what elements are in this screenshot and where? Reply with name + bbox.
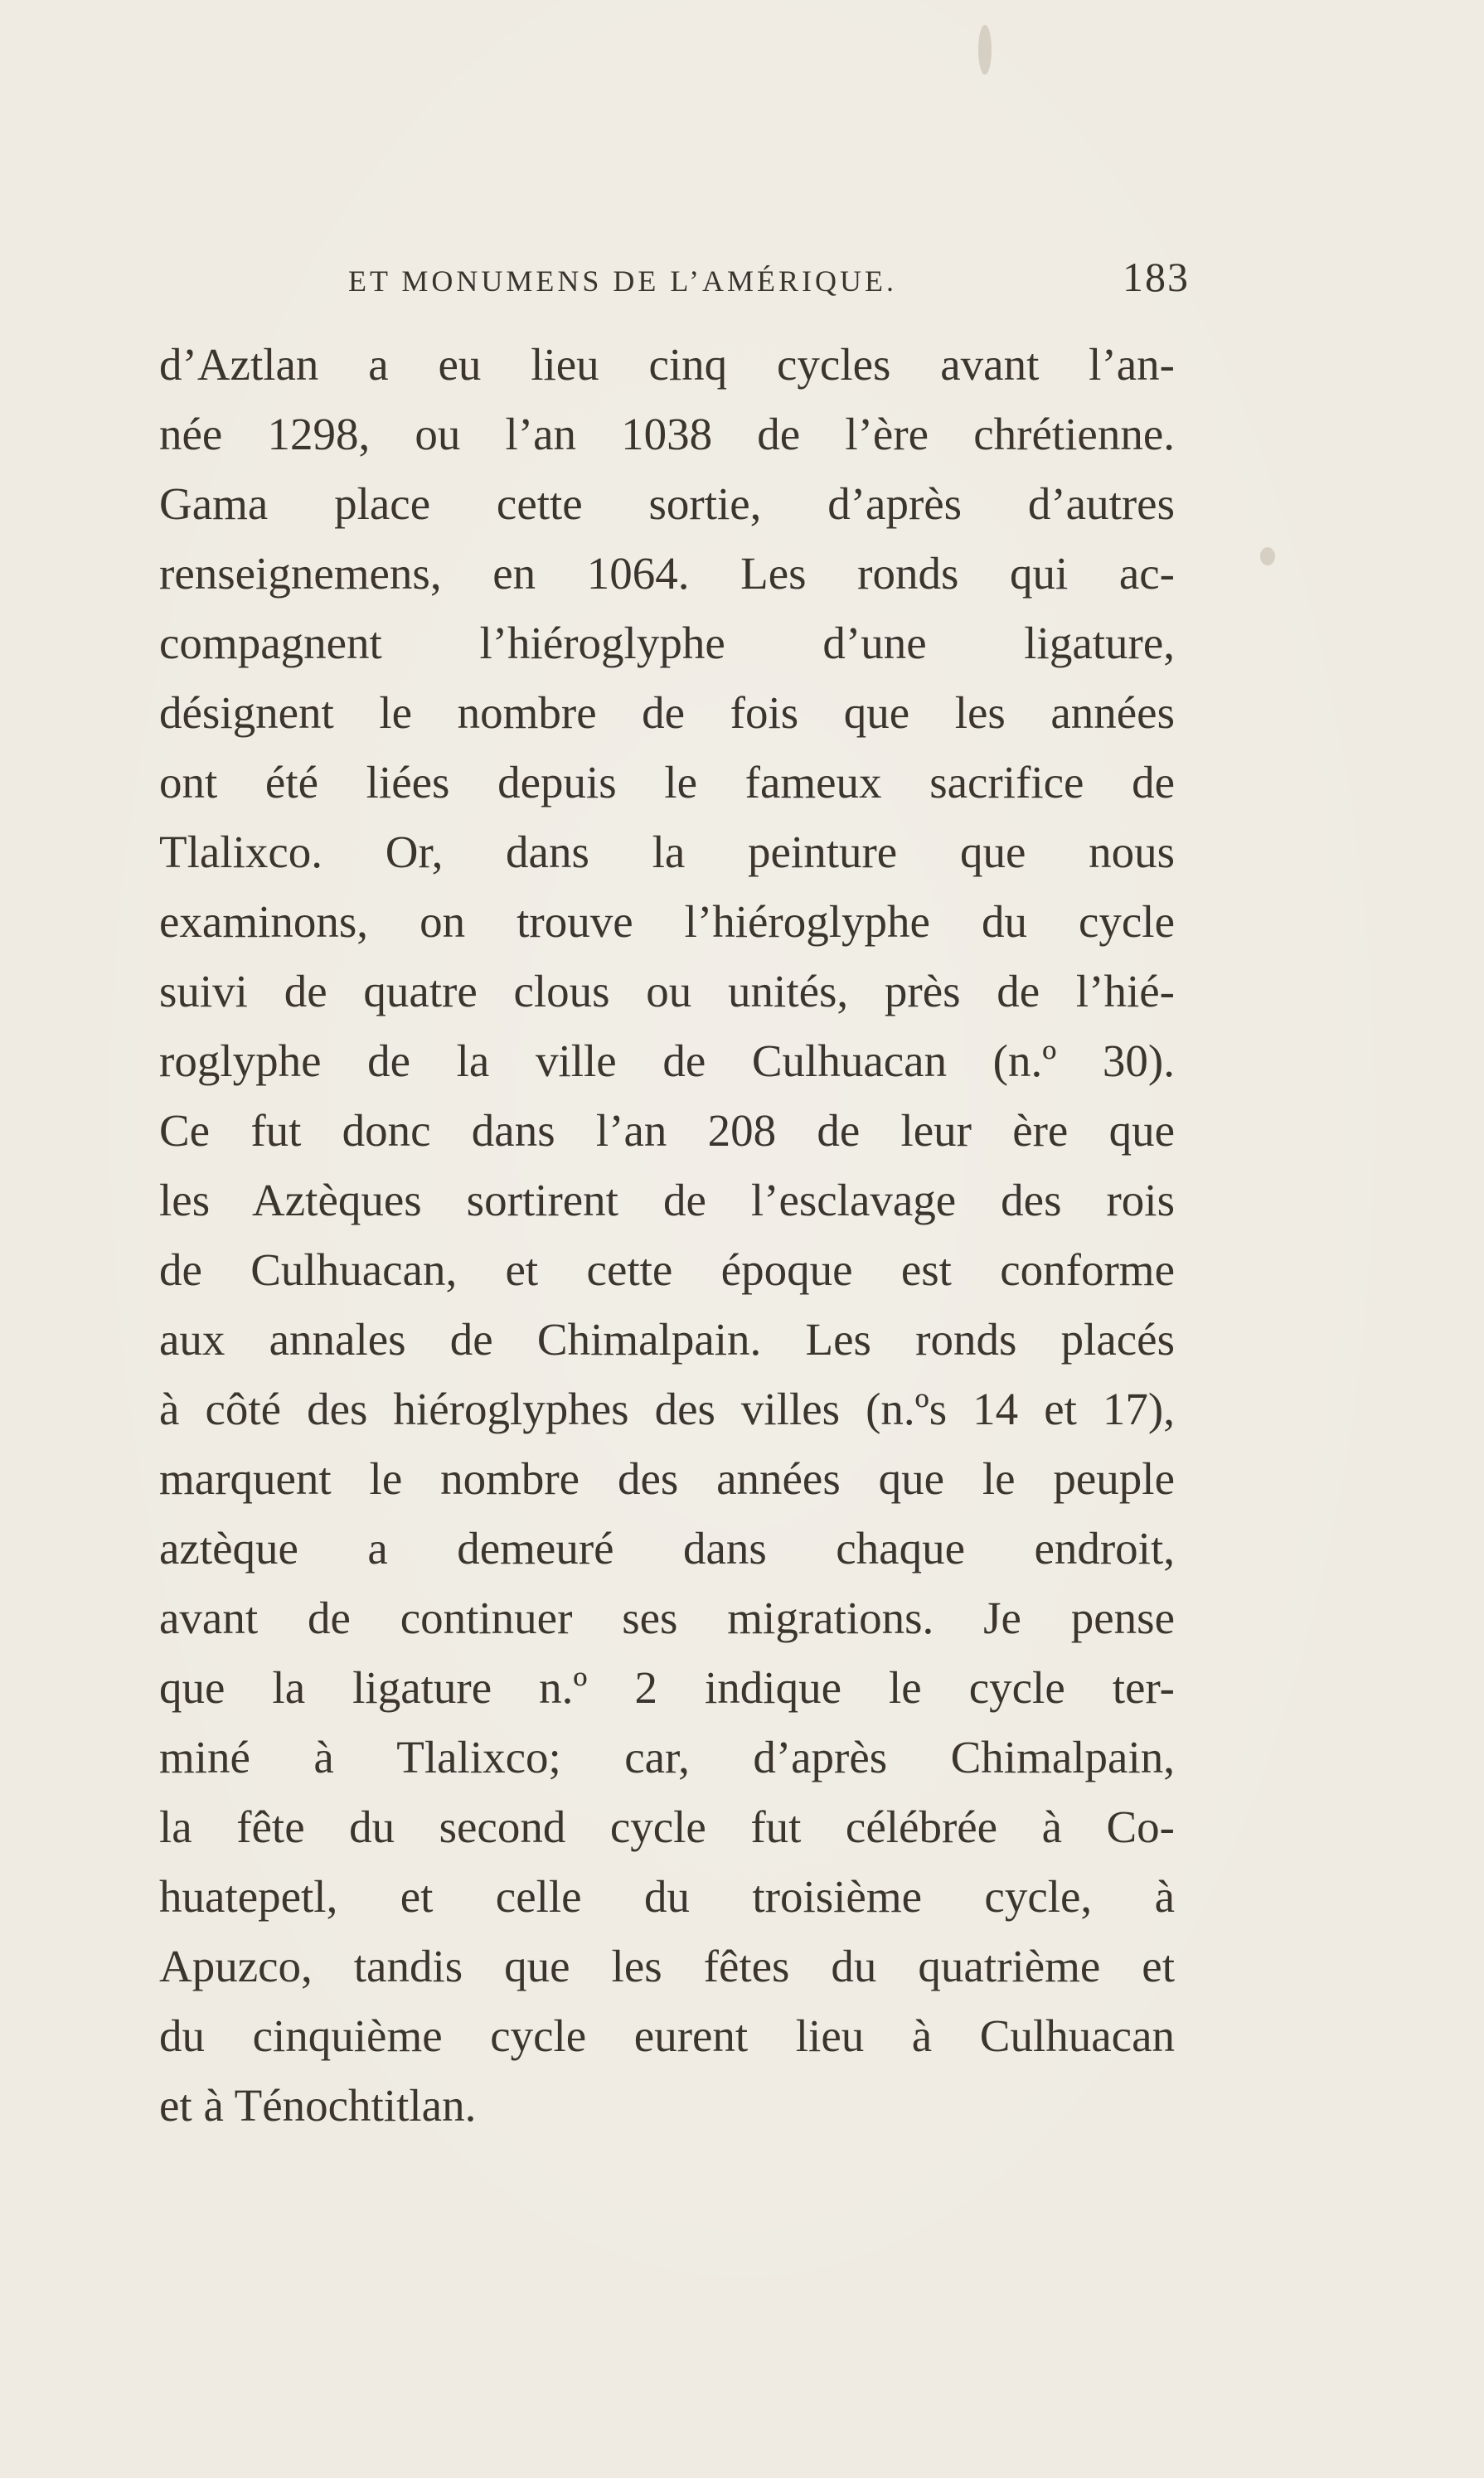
text-line: de Culhuacan, et cette époque est conforme: [159, 1244, 1175, 1295]
text-line: les Aztèques sortirent de l’esclavage des rois: [159, 1175, 1175, 1225]
text-line-last: et à Ténochtitlan.: [159, 2080, 477, 2131]
text-line: aztèque a demeuré dans chaque endroit,: [159, 1523, 1175, 1574]
text-line: avant de continuer ses migrations. Je pense: [159, 1593, 1175, 1643]
text-line: Ce fut donc dans l’an 208 de leur ère que: [159, 1105, 1175, 1156]
text-line: Gama place cette sortie, d’après d’autres: [159, 478, 1175, 529]
text-line: compagnent l’hiéroglyphe d’une ligature,: [159, 618, 1175, 668]
page-smudge: [978, 25, 992, 75]
text-line: miné à Tlalixco; car, d’après Chimalpain,: [159, 1732, 1175, 1782]
text-line: du cinquième cycle eurent lieu à Culhuacan: [159, 2010, 1175, 2061]
page-smudge: [1260, 547, 1275, 565]
text-line: roglyphe de la ville de Culhuacan (n.º 30).: [159, 1035, 1175, 1086]
text-line: renseignemens, en 1064. Les ronds qui ac-: [159, 548, 1175, 599]
text-line: suivi de quatre clous ou unités, près de l’hié-: [159, 966, 1175, 1016]
text-line: marquent le nombre des années que le peuple: [159, 1453, 1175, 1504]
text-line: Tlalixco. Or, dans la peinture que nous: [159, 827, 1175, 877]
text-line: désignent le nombre de fois que les années: [159, 687, 1175, 738]
page-number: 183: [1123, 254, 1190, 300]
running-title: ET MONUMENS DE L’AMÉRIQUE.: [348, 264, 897, 298]
text-line: à côté des hiéroglyphes des villes (n.ºs 14 et 17),: [159, 1384, 1175, 1434]
text-line: née 1298, ou l’an 1038 de l’ère chrétienne.: [159, 409, 1175, 459]
text-line: aux annales de Chimalpain. Les ronds placés: [159, 1314, 1175, 1365]
running-head: [348, 253, 1190, 303]
text-line: ont été liées depuis le fameux sacrifice de: [159, 757, 1175, 807]
text-line: d’Aztlan a eu lieu cinq cycles avant l’an-: [159, 339, 1175, 390]
text-line: que la ligature n.º 2 indique le cycle ter-: [159, 1662, 1175, 1713]
text-line: huatepetl, et celle du troisième cycle, à: [159, 1871, 1175, 1922]
body-paragraph: [159, 330, 1175, 2141]
text-line: la fête du second cycle fut célébrée à Co-: [159, 1802, 1175, 1852]
text-line: examinons, on trouve l’hiéroglyphe du cycle: [159, 896, 1175, 947]
text-line: Apuzco, tandis que les fêtes du quatrième et: [159, 1941, 1175, 1991]
